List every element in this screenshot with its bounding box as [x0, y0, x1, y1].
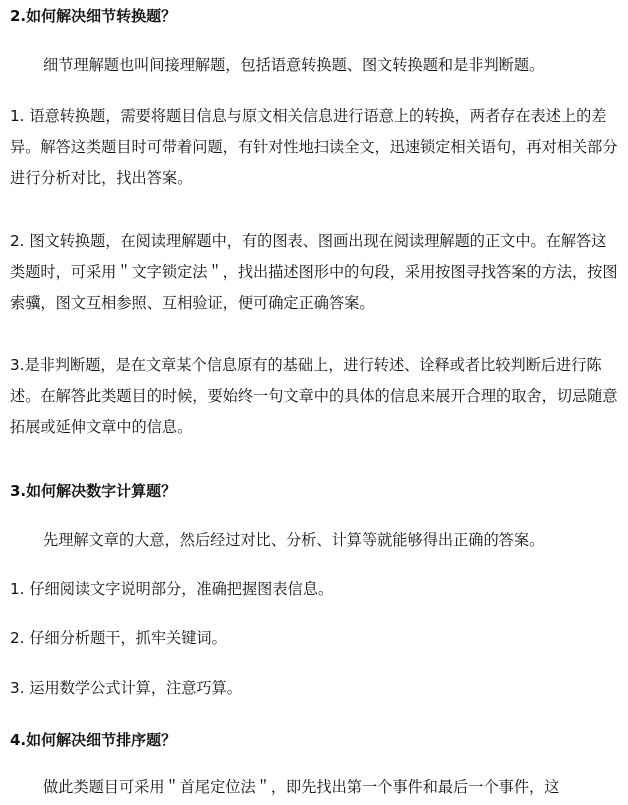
section-heading-number-calculation: 3.如何解决数字计算题？	[10, 482, 177, 500]
paragraph-semantic-conversion: 1. 语意转换题，需要将题目信息与原文相关信息进行语意上的转换，两者存在表述上的差异。解答这类题目时可带着问题，有针对性地扫读全文，迅速锁定相关语句，再对相关部分进行分析对比，找出答案。	[10, 107, 618, 187]
list-item-analyze-stem: 2. 仔细分析题干，抓牢关键词。	[10, 629, 227, 647]
paragraph-image-text-conversion: 2. 图文转换题，在阅读理解题中，有的图表、图画出现在阅读理解题的正文中。在解答这类题时，可采用＂文字锁定法＂，找出描述图形中的句段，采用按图寻找答案的方法，按图索骥，图文互相参照、互相验证，便可确定正确答案。	[10, 232, 618, 312]
section-heading-detail-ordering: 4.如何解决细节排序题？	[10, 731, 177, 749]
paragraph-true-false-judgment: 3.是非判断题，是在文章某个信息原有的基础上，进行转述、诠释或者比较判断后进行陈述。在解答此类题目的时候，要始终一句文章中的具体的信息来展开合理的取舍，切忌随意拓展或延伸文章中的信息。	[10, 356, 618, 436]
section-intro-detail-ordering: 做此类题目可采用＂首尾定位法＂，即先找出第一个事件和最后一个事件，这	[43, 778, 560, 796]
section-intro-number-calculation: 先理解文章的大意，然后经过对比、分析、计算等就能够得出正确的答案。	[43, 531, 545, 549]
section-intro-detail-conversion: 细节理解题也叫间接理解题，包括语意转换题、图文转换题和是非判断题。	[43, 56, 545, 74]
list-item-read-text: 1. 仔细阅读文字说明部分，准确把握图表信息。	[10, 580, 334, 598]
list-item-math-formula: 3. 运用数学公式计算，注意巧算。	[10, 679, 242, 697]
section-heading-detail-conversion: 2.如何解决细节转换题？	[10, 7, 177, 25]
